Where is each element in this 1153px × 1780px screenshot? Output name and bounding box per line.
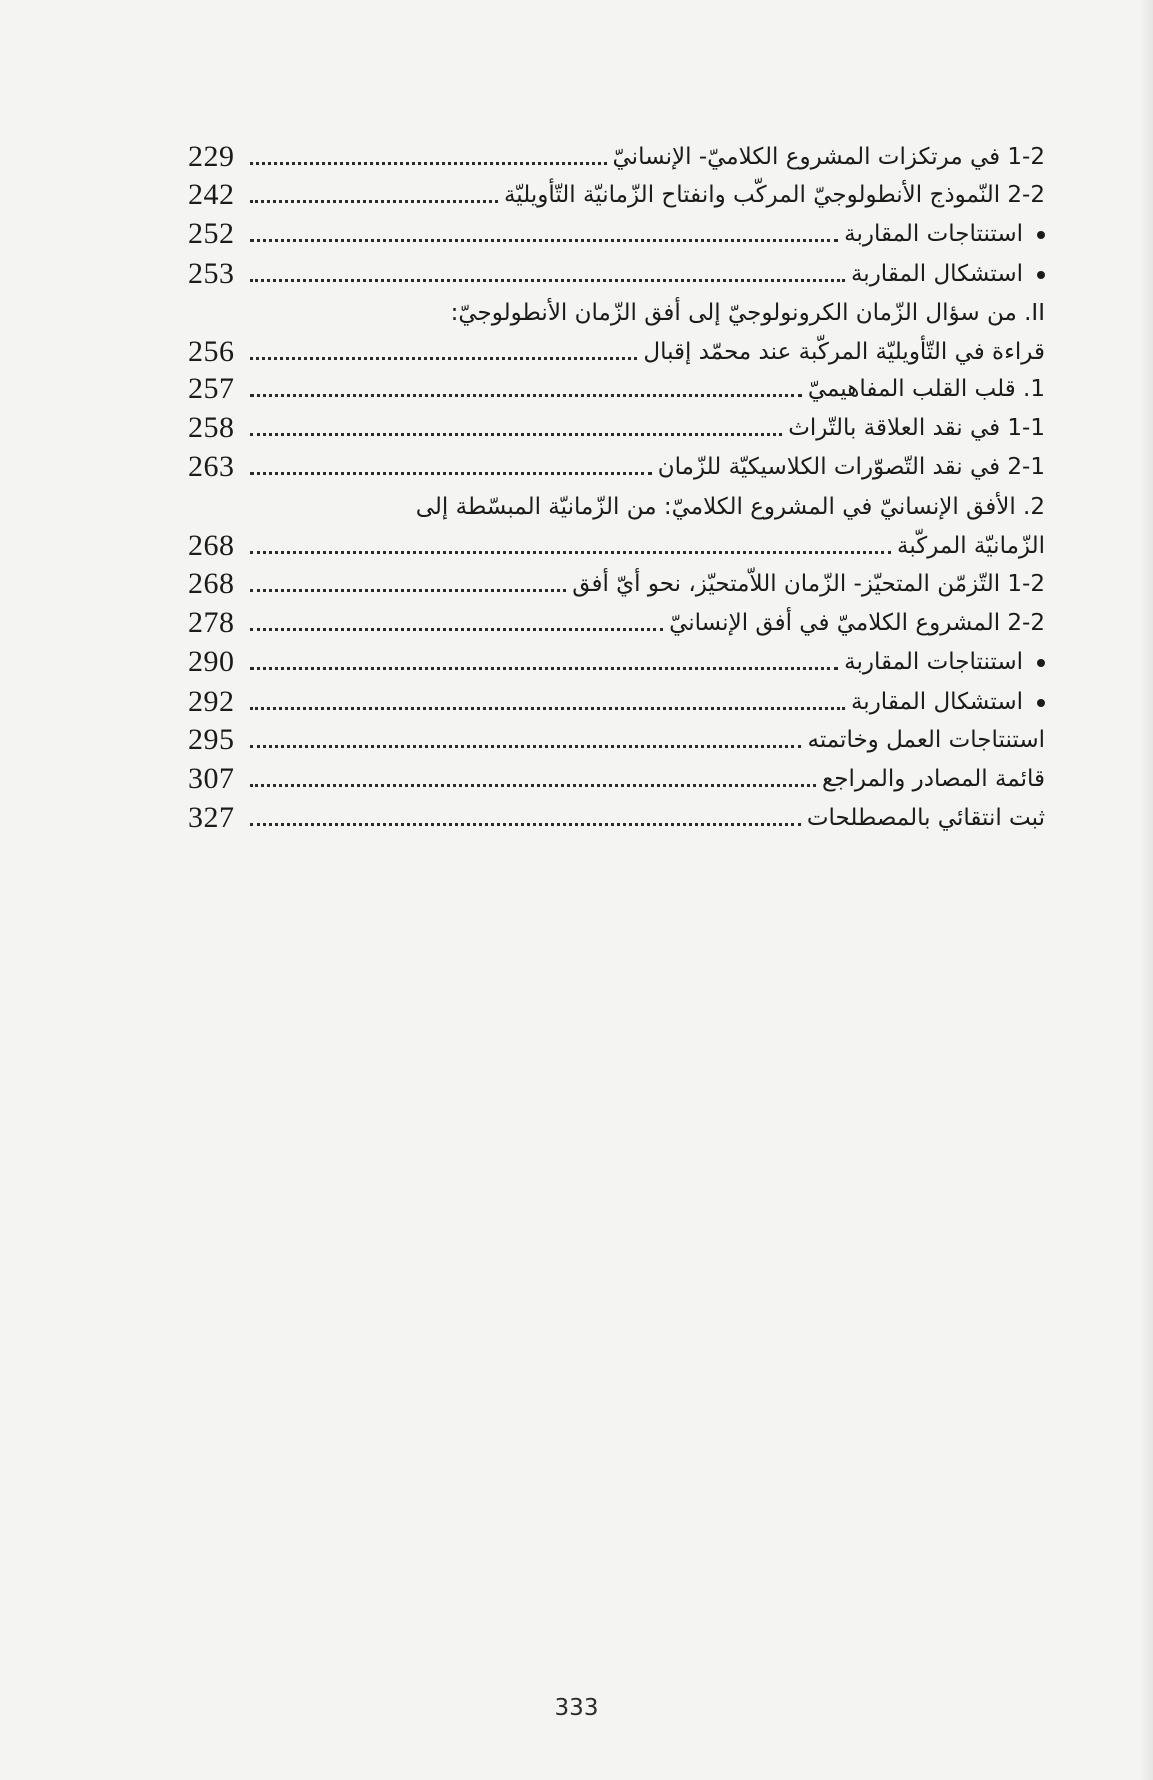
toc-page-number: 327 — [188, 801, 235, 834]
toc-entry — [188, 565, 1045, 603]
toc-entry-title — [897, 527, 1045, 565]
dot-leader — [250, 239, 838, 242]
toc-entry-label: قراءة في التّأويليّة المركّبة عند محمّد إقبال — [643, 339, 1045, 365]
toc-page-number: 257 — [188, 372, 235, 405]
toc-entry-title — [788, 409, 1045, 447]
dot-leader — [250, 551, 891, 554]
toc-page-number: 252 — [188, 217, 235, 250]
toc-entry — [188, 409, 1045, 447]
dot-leader — [250, 707, 845, 710]
toc-page-number: 278 — [188, 606, 235, 639]
toc-entry-label: II. من سؤال الزّمان الكرونولوجيّ إلى أفق الزّمان الأنطولوجيّ: — [450, 300, 1045, 326]
toc-entry — [188, 683, 1045, 721]
toc-entry-label: 1-2 التّزمّن المتحيّز- الزّمان اللاّمتحيّز، نحو أيّ أفق — [572, 571, 1045, 597]
toc-entry-title — [658, 448, 1045, 486]
toc-entry-label: قائمة المصادر والمراجع — [822, 766, 1045, 792]
toc-entry — [188, 799, 1045, 837]
toc-page-number: 242 — [188, 178, 235, 211]
dot-leader — [250, 667, 838, 670]
toc-entry — [188, 604, 1045, 642]
toc-page-number: 263 — [188, 450, 235, 483]
toc-entry-label: استشكال المقاربة — [850, 261, 1023, 287]
toc-entry-label: 1. قلب القلب المفاهيميّ — [807, 376, 1045, 402]
toc-entry-label: استنتاجات المقاربة — [844, 221, 1023, 247]
toc-entry — [188, 721, 1045, 759]
toc-page-number: 258 — [188, 411, 235, 444]
toc-page-number: 292 — [188, 685, 235, 718]
bullet-icon — [1037, 659, 1045, 667]
toc-page-number: 268 — [188, 529, 235, 562]
toc-page-number: 295 — [188, 723, 235, 756]
toc-page-number: 229 — [188, 140, 235, 173]
toc-page-number: 253 — [188, 257, 235, 290]
dot-leader — [250, 823, 801, 826]
dot-leader — [250, 745, 801, 748]
toc-entry-title — [807, 799, 1045, 837]
toc-entry-title — [844, 215, 1045, 253]
dot-leader — [250, 784, 816, 787]
bullet-icon — [1037, 271, 1045, 279]
toc-entry-title — [807, 721, 1045, 759]
toc-entry-label: 1-1 في نقد العلاقة بالتّراث — [788, 415, 1045, 441]
toc-entry — [188, 760, 1045, 798]
toc-entry — [188, 448, 1045, 486]
toc-entry — [188, 370, 1045, 408]
toc-entry-label: استنتاجات المقاربة — [844, 649, 1023, 675]
toc-entry-label: 2-1 في نقد التّصوّرات الكلاسيكيّة للزّمان — [657, 454, 1045, 480]
toc-entry-title — [643, 333, 1045, 371]
toc-entry-title — [451, 294, 1045, 332]
dot-leader — [250, 394, 802, 397]
toc-entry — [188, 333, 1045, 371]
toc-entry-title — [572, 565, 1045, 603]
toc-entry-title — [822, 760, 1045, 798]
footer-page-number: 333 — [554, 1695, 599, 1721]
toc-entry — [188, 176, 1045, 214]
bullet-icon — [1037, 231, 1045, 239]
toc-entry — [188, 294, 1045, 332]
toc-entry-title — [416, 488, 1045, 526]
toc-entry — [188, 488, 1045, 526]
toc-entry-label: 2-2 النّموذج الأنطولوجيّ المركّب وانفتاح الزّمانيّة التّأويليّة — [503, 182, 1045, 208]
dot-leader — [250, 200, 498, 203]
toc-entry — [188, 215, 1045, 253]
toc-entry-label: استنتاجات العمل وخاتمته — [807, 727, 1045, 753]
toc-entry-label: 2-2 المشروع الكلاميّ في أفق الإنسانيّ — [669, 610, 1045, 636]
toc-entry — [188, 138, 1045, 176]
dot-leader — [250, 472, 652, 475]
dot-leader — [250, 279, 845, 282]
toc-entry-label: 1-2 في مرتكزات المشروع الكلاميّ- الإنسانيّ — [612, 144, 1045, 170]
toc-entry — [188, 643, 1045, 681]
toc-entry-label: 2. الأفق الإنسانيّ في المشروع الكلاميّ: من الزّمانيّة المبسّطة إلى — [415, 494, 1045, 520]
toc-entry-title — [851, 255, 1045, 293]
toc-entry-title — [844, 643, 1045, 681]
toc-page-number: 290 — [188, 645, 235, 678]
toc-page-number: 268 — [188, 567, 235, 600]
toc-entry-title — [808, 370, 1045, 408]
toc-page-number: 256 — [188, 335, 235, 368]
toc-entry-label: ثبت انتقائي بالمصطلحات — [806, 805, 1045, 831]
toc-entry-label: استشكال المقاربة — [850, 689, 1023, 715]
toc-page-number: 307 — [188, 762, 235, 795]
toc-entry-title — [669, 604, 1045, 642]
page-edge-shadow — [1139, 0, 1153, 1780]
dot-leader — [250, 433, 782, 436]
toc-entry-title — [851, 683, 1045, 721]
toc-entry-label: الزّمانيّة المركّبة — [896, 533, 1045, 559]
bullet-icon — [1037, 699, 1045, 707]
dot-leader — [250, 589, 566, 592]
toc-entry — [188, 527, 1045, 565]
toc-entry-title — [504, 176, 1045, 214]
dot-leader — [250, 162, 607, 165]
toc-entry-title — [613, 138, 1046, 176]
toc-entry — [188, 255, 1045, 293]
dot-leader — [250, 357, 637, 360]
dot-leader — [250, 628, 663, 631]
